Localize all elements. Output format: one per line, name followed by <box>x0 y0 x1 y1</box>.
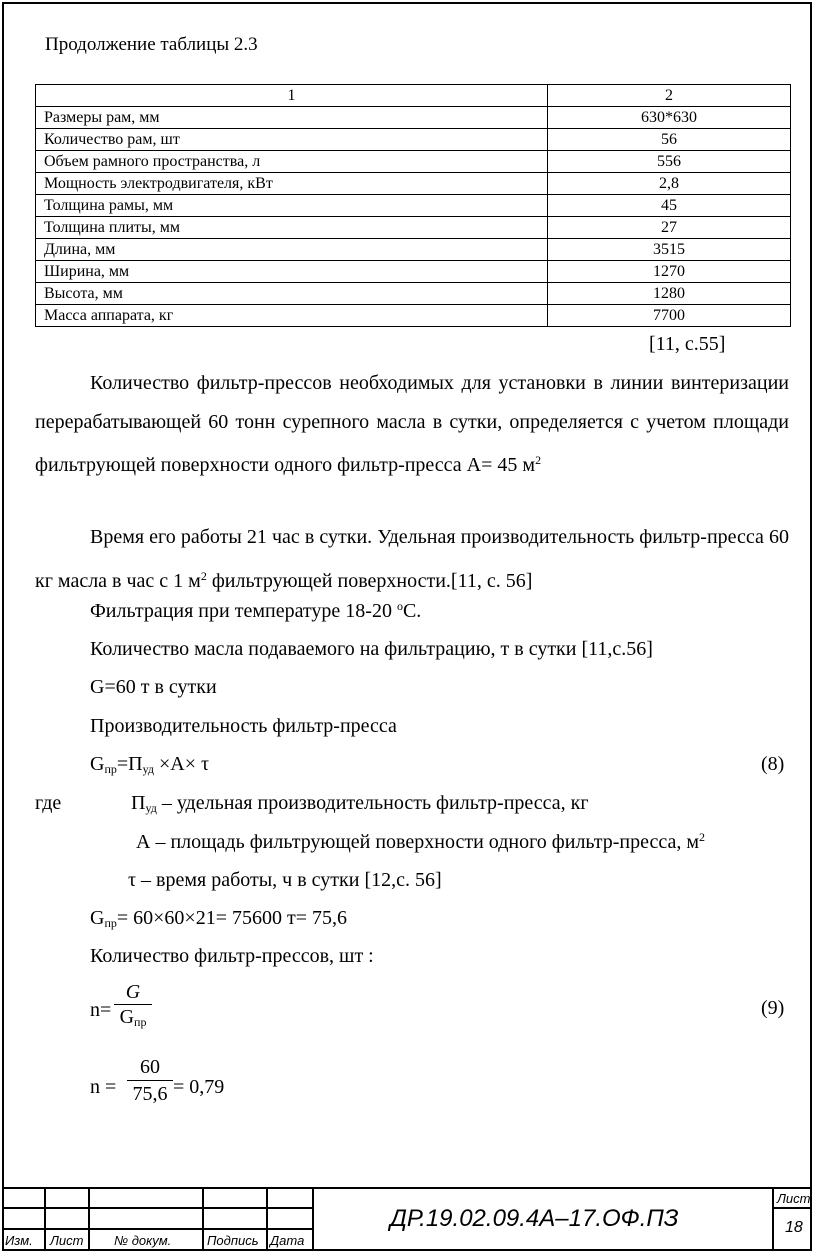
formula-symbol: G <box>90 907 105 929</box>
label-sheet: Лист <box>50 1233 84 1248</box>
table-row <box>36 283 791 305</box>
formula-8 <box>90 753 209 777</box>
param-cell: Мощность электродвигателя, кВт <box>36 173 548 195</box>
value-cell: 7700 <box>548 305 791 327</box>
equation-number-8: (8) <box>761 753 785 775</box>
formula-9-lhs: n= <box>90 999 112 1021</box>
table-row <box>36 217 791 239</box>
divider <box>266 1187 268 1251</box>
value-cell: 1280 <box>548 283 791 305</box>
subscript: пр <box>134 1015 147 1029</box>
subscript: пр <box>104 762 117 776</box>
table-row <box>36 239 791 261</box>
paragraph-work-time <box>35 518 789 600</box>
equation-number-9: (9) <box>761 997 785 1019</box>
denominator-symbol: G <box>119 1006 135 1028</box>
subscript: уд <box>142 762 154 776</box>
divider <box>312 1187 314 1251</box>
param-cell: Длина, мм <box>36 239 548 261</box>
param-cell: Количество рам, шт <box>36 129 548 151</box>
table-row <box>36 107 791 129</box>
table-row <box>36 305 791 327</box>
superscript: 2 <box>699 830 706 844</box>
value-cell: 1270 <box>548 261 791 283</box>
paragraph-filter-count <box>35 364 789 485</box>
superscript: 2 <box>535 453 542 467</box>
table-row <box>36 151 791 173</box>
formula-symbol: ×А× τ <box>153 753 210 775</box>
sheet-number: 18 <box>785 1219 803 1236</box>
document-code: ДР.19.02.09.4А–17.ОФ.ПЗ <box>390 1205 679 1232</box>
value-cell: 2,8 <box>548 173 791 195</box>
label-change: Изм. <box>5 1233 33 1248</box>
table-row <box>36 195 791 217</box>
paragraph-text: Время его работы 21 час в сутки. Удельная производительность фильтр-пресса 60 кг масла в час с 1 м <box>35 526 789 592</box>
divider <box>44 1187 46 1251</box>
param-cell: Ширина, мм <box>36 261 548 283</box>
subscript: пр <box>104 916 117 930</box>
param-cell: Объем рамного пространства, л <box>36 151 548 173</box>
oil-amount-line: Количество масла подаваемого на фильтрацию, т в сутки [11,с.56] <box>90 638 653 660</box>
definition-text: А – площадь фильтрующей поверхности одного фильтр-пресса, м <box>136 831 700 853</box>
divider <box>202 1187 204 1251</box>
table-row <box>36 173 791 195</box>
filtration-temperature <box>90 599 421 623</box>
param-cell: Толщина рамы, мм <box>36 195 548 217</box>
numerator: G <box>125 981 141 1003</box>
param-cell: Размеры рам, мм <box>36 107 548 129</box>
definition-text: – удельная производительность фильтр-пресса, кг <box>156 792 589 814</box>
header-cell: 1 <box>36 85 548 107</box>
value-cell: 45 <box>548 195 791 217</box>
label-signature: Подпись <box>207 1233 259 1248</box>
where-label: где <box>35 792 62 814</box>
divider <box>772 1187 774 1251</box>
formula-symbol: = 60×60×21= 75600 т= 75,6 <box>116 907 348 929</box>
subscript: уд <box>145 801 157 815</box>
superscript: o <box>396 599 403 613</box>
count-label: Количество фильтр-прессов, шт : <box>90 945 374 967</box>
spec-table <box>35 84 791 327</box>
value-cell: 56 <box>548 129 791 151</box>
value-cell: 630*630 <box>548 107 791 129</box>
calculation-line <box>90 907 347 931</box>
value-cell: 3515 <box>548 239 791 261</box>
param-cell: Толщина плиты, мм <box>36 217 548 239</box>
text-span: Фильтрация при температуре 18-20 <box>90 600 397 622</box>
formula-symbol: G <box>90 753 105 775</box>
param-cell: Масса аппарата, кг <box>36 305 548 327</box>
result-rhs: = 0,79 <box>173 1076 225 1098</box>
value-cell: 27 <box>548 217 791 239</box>
g-value-line: G=60 т в сутки <box>90 676 217 698</box>
table-caption: Продолжение таблицы 2.3 <box>45 34 258 55</box>
sheet-label: Лист <box>777 1191 811 1206</box>
definition-tau: τ – время работы, ч в сутки [12,с. 56] <box>128 869 442 891</box>
divider <box>2 1187 812 1189</box>
productivity-label: Производительность фильтр-пресса <box>90 715 397 737</box>
value-cell: 556 <box>548 151 791 173</box>
formula-symbol: П <box>131 792 146 814</box>
definition-p <box>131 792 589 816</box>
text-span: С. <box>402 600 422 622</box>
paragraph-text: Количество фильтр-прессов необходимых для установки в линии винтеризации перерабатывающей 60 тонн сурепного масла в сутки, определяется с учетом площади фильтрующей поверхности одного фильтр-пресса А= 45 м <box>35 372 789 476</box>
formula-9-fraction <box>114 980 152 1034</box>
table-row <box>36 261 791 283</box>
definition-a <box>136 830 705 854</box>
label-date: Дата <box>270 1233 305 1248</box>
header-cell: 2 <box>548 85 791 107</box>
divider <box>88 1187 90 1251</box>
denominator: 75,6 <box>127 1080 173 1107</box>
result-fraction <box>127 1054 173 1107</box>
divider <box>772 1207 812 1209</box>
param-cell: Высота, мм <box>36 283 548 305</box>
table-row <box>36 129 791 151</box>
formula-symbol: =П <box>116 753 143 775</box>
numerator: 60 <box>140 1056 160 1078</box>
denominator <box>114 1004 152 1034</box>
paragraph-text: фильтрующей поверхности.[11, с. 56] <box>206 569 533 592</box>
table-header-row <box>36 85 791 107</box>
table-reference: [11, с.55] <box>649 333 726 355</box>
result-lhs: n = <box>90 1076 117 1098</box>
superscript: 2 <box>200 568 207 583</box>
label-document: № докум. <box>114 1233 172 1248</box>
title-block <box>2 1187 812 1251</box>
